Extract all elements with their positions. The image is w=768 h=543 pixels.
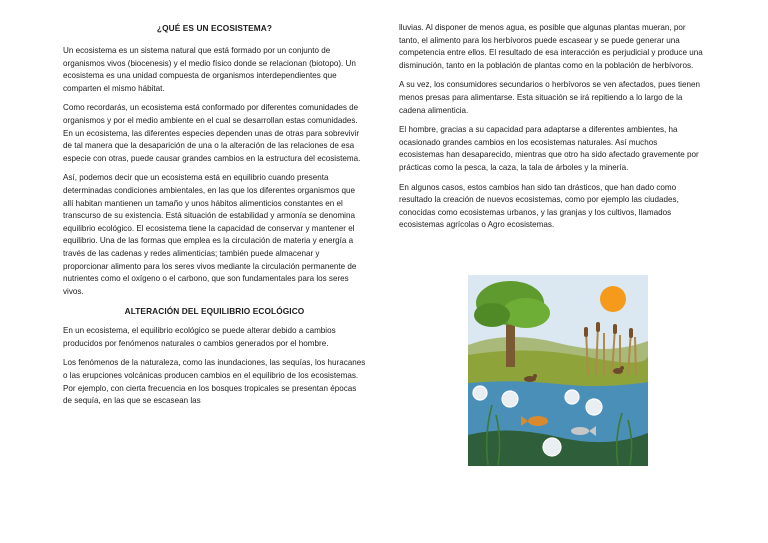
paragraph: Como recordarás, un ecosistema está conformado por diferentes comunidades de organismos y por el medio ambiente en el cual se desarrollan estas comunidades. En un ecosistema, las diferentes especies dependen unas de otras para sobrevivir de tal manera que la desaparición de una o la alteración de las relaciones de esa especie con otras, puede causar grandes cambios en la estructura del ecosistema. [63,103,361,163]
page-title: ¿QUÉ ES UN ECOSISTEMA? [156,23,273,33]
paragraph: Un ecosistema es un sistema natural que está formado por un conjunto de organismos vivos (biocenesis) y el medio físico donde se relacionan (biotopo). Un ecosistema es una unidad compuesta de organismos interdependientes que comparten el mismo hábitat. [63,46,356,93]
paragraph: En algunos casos, estos cambios han sido tan drásticos, que han dado como resultado la creación de nuevos ecosistemas, como por ejemplo las ciudades, conocidas como ecosistemas urbanos, y las granjas y los cultivos, llamados ecosistemas agrícolas o Agro ecosistemas. [399,182,679,230]
paragraph: A su vez, los consumidores secundarios o herbívoros se ven afectados, pues tienen menos presas para alimentarse. Esta situación se irá repitiendo a lo largo de la cadena alimenticia. [399,80,700,115]
sun-icon [600,286,626,312]
paragraph: El hombre, gracias a su capacidad para adaptarse a diferentes ambientes, ha ocasionado grandes cambios en los ecosistemas naturales. Así muchos ecosistemas han desaparecido, mientras que otro ha sido afectado gravemente por prácticas como la pesca, la caza, la tala de árboles y la minería. [399,125,699,172]
ecosystem-illustration-svg [468,275,648,466]
paragraph: Así, podemos decir que un ecosistema está en equilibrio cuando presenta determinadas condiciones ambientales, en las que los diferentes organismos que allí habitan mantienen un tamaño y unos hábitos alimenticios constantes en el transcurso de su existencia. Está situación de estabilidad y armonía se denomina equilibrio ecológico. El ecosistema tiene la capacidad de conservar y mantener el equilibrio. Una de las formas que emplea es la circulación de materia y energía a través de las cadenas y redes alimenticias; también puede almacenar y proporcionar alimento para los seres vivos mediante la circulación permanente de nutrientes como el oxígeno o el carbono, que son fundamentales para los seres vivos. [63,173,357,296]
section-heading: ALTERACIÓN DEL EQUILIBRIO ECOLÓGICO [124,306,305,317]
paragraph: Los fenómenos de la naturaleza, como las inundaciones, las sequías, los huracanes o las erupciones volcánicas producen cambios en el equilibrio de los ecosistemas. Por ejemplo, con cierta frecuencia en los bosques tropicales se presentan épocas de sequía, en las que se escasean las [63,358,366,406]
paragraph: En un ecosistema, el equilibrio ecológico se puede alterar debido a cambios producidos por fenómenos naturales o cambios generados por el hombre. [63,326,336,348]
paragraph: lluvias. Al disponer de menos agua, es posible que algunas plantas mueran, por tanto, el alimento para los herbívoros puede escasear y se puede generar una competencia entre ellos. El resultado de esa interacción es perjudicial y produce una disminución, tanto en la población de plantas como en la población de herbívoros. [399,23,703,70]
right-column [399,22,704,239]
tree-foliage [474,303,510,327]
left-column [63,22,366,415]
ecosystem-illustration [468,275,648,466]
